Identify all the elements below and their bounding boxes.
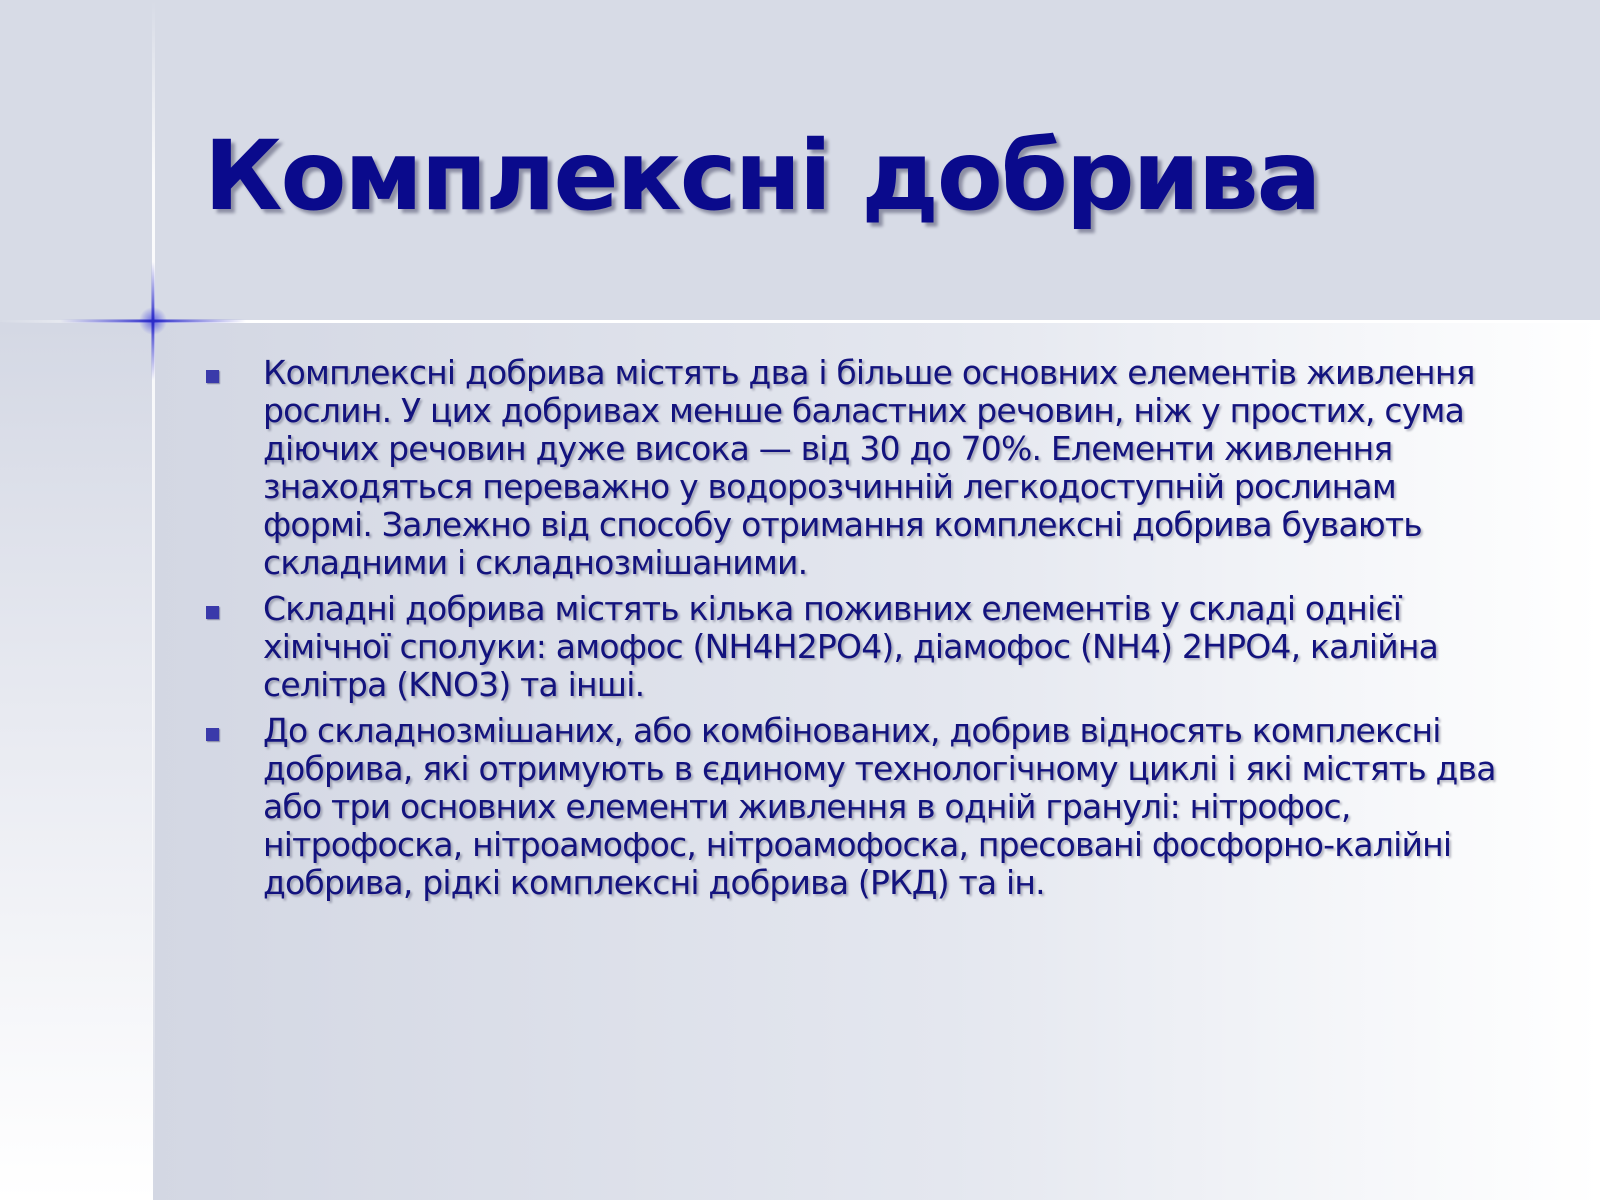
bullet-list (203, 354, 1503, 910)
bullet-text: До складнозмішаних, або комбінованих, добрив відносять комплексні добрива, які отримують в єдиному технологічному циклі і які містять два або три основних елементи живлення в одній гранулі: нітрофос, нітрофоска, нітроамофос, нітроамофоска, пресовані фосфорно-калійні добрива, рідкі комплексні добрива (РКД) та ін. (263, 711, 1496, 902)
slide-title: Комплексні добрива (204, 120, 1320, 232)
vertical-divider-line (152, 0, 155, 1200)
horizontal-divider-line (0, 320, 1600, 323)
left-band (0, 322, 153, 1200)
square-bullet-icon (206, 728, 219, 741)
bullet-item (203, 354, 1503, 582)
bullet-item (203, 712, 1503, 902)
square-bullet-icon (206, 370, 219, 383)
bullet-text: Комплексні добрива містять два і більше основних елементів живлення рослин. У цих добривах менше баластних речовин, ніж у простих, сума діючих речовин дуже висока — від 30 до 70%. Елементи живлення знаходяться переважно у водорозчинній легкодоступній рослинам формі. Залежно від способу отримання комплексні добрива бувають складними і складнозмішаними. (263, 353, 1475, 582)
bullet-item (203, 590, 1503, 704)
bullet-text: Складні добрива містять кілька поживних елементів у складі однієї хімічної сполуки: амофос (NH4H2PO4), діамофос (NH4) 2HPO4, калійна селітра (KNO3) та інші. (263, 589, 1439, 704)
square-bullet-icon (206, 606, 219, 619)
